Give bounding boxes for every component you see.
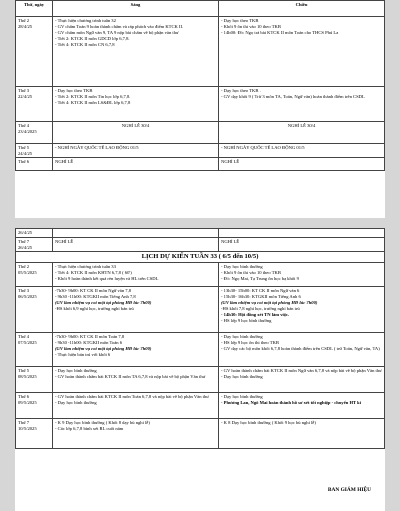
day-cell: Thứ 6 09/5/2025 xyxy=(16,393,53,419)
day-cell: Thứ 7 10/5/2025 xyxy=(16,419,53,449)
table-row xyxy=(16,158,385,171)
afternoon-cell: - 13h30- 15h00: KT CK II môn Ngữ văn 6 - 15h30- 16h30: KTGKII môn Tiếng Anh 6 (GV làm nhiệm vụ coi một tại phòng HĐ lúc 7h00) -HS khối 7,8 nghỉ học, trường nghỉ bán trú - 14h30: Hội đồng xét TN làm việc. - HS lớp 9 học bình thường xyxy=(219,287,385,333)
table-row xyxy=(16,333,385,367)
table-row xyxy=(16,393,385,419)
day-cell: Thứ 2 28/4/25 xyxy=(16,17,53,87)
morning-cell: - GV hoàn thành chấm bài KTCK II môn Toán 6,7,8 và nộp bài về bộ phận Văn thư - Dạy học bình thường xyxy=(53,393,219,419)
schedule-table-week-32 xyxy=(15,0,385,171)
morning-cell: - K 9 Dạy học bình thường ( Khối 8 dạy bù nghỉ lễ) - Các lớp 6,7,8 bình xét RL cuối năm xyxy=(53,419,219,449)
header-day: Thứ, ngày xyxy=(16,1,53,17)
week-title-row xyxy=(16,252,385,263)
day-cell: Thứ 5 24/4/25 xyxy=(16,144,53,158)
morning-cell: - Dạy học bình thường - GV hoàn thành chấm bài KTCK II môn TA 6,7,8 và nộp bài về bộ phận Văn thư xyxy=(53,367,219,393)
day-cell: 26/4/25 xyxy=(16,229,53,238)
table-row xyxy=(16,144,385,158)
morning-cell: -7h30- 9h00: KT CK II môn Ngữ văn 7,8 - 9h30 -11h00: KTGKII môn Tiếng Anh 7,8 (GV làm nhiệm vụ coi một tại phòng HĐ lúc 7h00) -HS khối 6,9 nghỉ học, trường nghỉ bán trú xyxy=(53,287,219,333)
day-cell: Thứ 3 22/4/25 xyxy=(16,87,53,122)
day-cell: Thứ 4 07/5/2025 xyxy=(16,333,53,367)
morning-cell: NGHỈ LỄ xyxy=(53,238,219,252)
afternoon-cell: - GV hoàn thành chấm bài KTCK II môn Ngữ văn 6,7,8 và nộp bài về bộ phận Văn thư - Dạy học bình thường xyxy=(219,367,385,393)
table-row xyxy=(16,87,385,122)
table-row xyxy=(16,238,385,252)
day-cell: Thứ 5 08/5/2025 xyxy=(16,367,53,393)
table-header-row xyxy=(16,1,385,17)
morning-cell: - Thực hiện chương trình tuần 32 - GV chấm Toán 9 hoàn thành chấm và ráp phách vào điểm KTCK II. - GV chấm môn Ngữ văn 9, TA 9 nộp bài chấm về bộ phận văn thư - Tiết 2: KTCK II môn GDCD lớp 6,7,8. - Tiết 4: KTCK II môn CN 6,7,8 xyxy=(53,17,219,87)
table-row xyxy=(16,263,385,287)
afternoon-cell: - Dạy học theo TKB - Khối 9 ôn thi vào 10 theo TKB - 14h00: Đ/c Ngọ trả bài KTCK II môn Toán cho THCS Phú La xyxy=(219,17,385,87)
afternoon-cell xyxy=(219,229,385,238)
table-row xyxy=(16,17,385,87)
afternoon-cell: - Dạy học theo TKB . - GV dạy khối 9 ( Trừ 3 môn TA, Toán, Ngữ văn) hoàn thành điểm trên CSDL xyxy=(219,87,385,122)
week-33-title: LỊCH DỰ KIẾN TUẦN 33 ( 6/5 đến 10/5) xyxy=(16,252,385,263)
schedule-page-week-32 xyxy=(15,0,385,218)
morning-cell: - NGHỈ NGÀY QUỐC TẾ LAO ĐỘNG 01/5 xyxy=(53,144,219,158)
day-cell: Thứ 6 xyxy=(16,158,53,171)
morning-cell: - Thực hiện chương trình tuần 33 - Tiết 4: KTCK II môn KHTN 6,7,8 ( 60') - Khối 9 hoàn thành kết quả rèn luyện và HL trên CSDL xyxy=(53,263,219,287)
table-row xyxy=(16,419,385,449)
table-row xyxy=(16,122,385,144)
day-cell: Thứ 3 06/5/2025 xyxy=(16,287,53,333)
schedule-page-week-33 xyxy=(15,228,385,511)
table-row xyxy=(16,287,385,333)
afternoon-cell: - Dạy học bình thường - Khối 9 ôn thi vào 10 theo TKB - Đ/c Ngọ Mai, Tạ Trung ôn học bạ khối 9 xyxy=(219,263,385,287)
afternoon-cell: - Dạy học bình thường - Phương Lan, Ngô Mai hoàn thành hồ sơ xét tốt nghiệp - chuyển HT kí xyxy=(219,393,385,419)
afternoon-cell: - Dạy học bình thường - HS lớp 9 học ôn thi theo TKB - GV dạy các bộ môn khối 6,7,8 hoàn thành điểm trên CSDL ( trừ Toán, Ngữ văn, TA) xyxy=(219,333,385,367)
holiday-cell: NGHỈ LỄ 30/4 xyxy=(53,122,219,144)
table-row xyxy=(16,229,385,238)
morning-cell xyxy=(53,229,219,238)
holiday-cell: NGHỈ LỄ 30/4 xyxy=(219,122,385,144)
header-morning: Sáng xyxy=(53,1,219,17)
day-cell: Thứ 4 23/4/2025 xyxy=(16,122,53,144)
afternoon-cell: NGHỈ LỄ xyxy=(219,238,385,252)
afternoon-cell: - NGHỈ NGÀY QUỐC TẾ LAO ĐỘNG 01/5 xyxy=(219,144,385,158)
signature-label: BAN GIÁM HIỆU xyxy=(327,487,371,493)
day-cell: Thứ 7 26/4/25 xyxy=(16,238,53,252)
schedule-table-week-33 xyxy=(15,228,385,449)
morning-cell: - Dạy học theo TKB - Tiết 2: KTCK II môn Tin học lớp 6,7,8. - Tiết 4: KTCK II môn LS&ĐL lớp 6,7,8 xyxy=(53,87,219,122)
morning-cell: -7h30- 9h00: KT CK II môn Toán 7,8 - 9h30 -11h00: KTGKII môn Toán 6 (GV làm nhiệm vụ coi một tại phòng HĐ lúc 7h00) - Thực hiện bán trú với khối 6 xyxy=(53,333,219,367)
morning-cell: NGHỈ LỄ xyxy=(53,158,219,171)
table-row xyxy=(16,367,385,393)
header-afternoon: Chiều xyxy=(219,1,385,17)
day-cell: Thứ 2 05/5/2025 xyxy=(16,263,53,287)
afternoon-cell: NGHỈ LỄ xyxy=(219,158,385,171)
afternoon-cell: - K 8 Dạy học bình thường ( Khối 9 học bù nghỉ lễ) xyxy=(219,419,385,449)
